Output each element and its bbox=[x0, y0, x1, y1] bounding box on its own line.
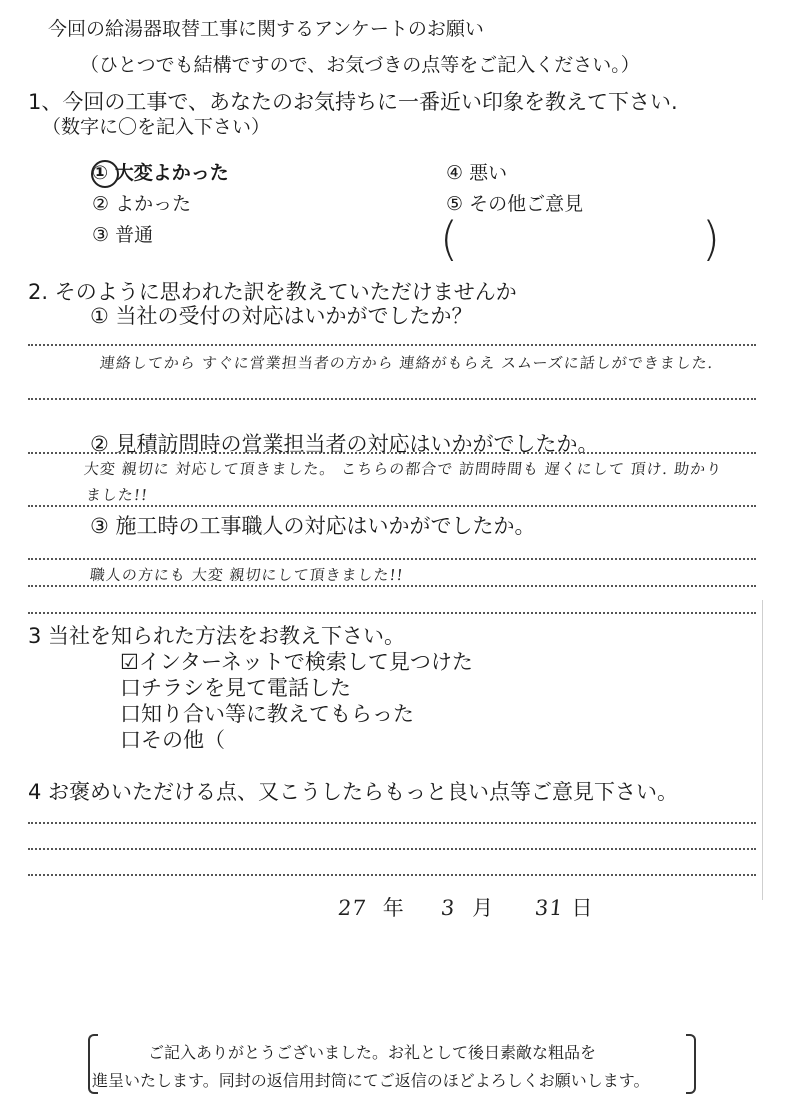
answer-line bbox=[28, 585, 756, 587]
comment-paren-open: ( bbox=[440, 212, 458, 266]
q2-sub2: ② 見積訪問時の営業担当者の対応はいかがでしたか。 bbox=[90, 432, 599, 456]
q2-question: 2. そのように思われた訳を教えていただけませんか bbox=[28, 280, 517, 304]
option-label: 悪い bbox=[469, 162, 508, 184]
comment-paren-close: ) bbox=[702, 212, 720, 266]
q4-question: 4 お褒めいただける点、又こうしたらもっと良い点等ご意見下さい。 bbox=[28, 780, 679, 804]
answer-line bbox=[28, 612, 756, 614]
answer-line bbox=[28, 558, 756, 560]
option-label: よかった bbox=[115, 193, 192, 215]
checkbox-icon[interactable]: 口 bbox=[120, 676, 141, 700]
date-year-unit: 年 bbox=[382, 896, 404, 920]
footer-line2: 進呈いたします。同封の返信用封筒にてご返信のほどよろしくお願いします。 bbox=[92, 1071, 650, 1090]
checked-checkbox-icon[interactable]: ☑ bbox=[120, 650, 139, 674]
q1-question: 1、今回の工事で、あなたのお気持ちに一番近い印象を教えて下さい. bbox=[28, 90, 678, 114]
q1-option-2[interactable] bbox=[92, 189, 191, 216]
q1-instruction: （数字に〇を記入下さい） bbox=[42, 116, 271, 138]
answer-line bbox=[28, 452, 756, 454]
selected-circle-mark bbox=[91, 160, 119, 188]
option-label: 大変よかった bbox=[114, 162, 229, 184]
option-number: ⑤ bbox=[446, 193, 464, 215]
option-label: その他（ bbox=[141, 728, 225, 752]
q2-answer3[interactable]: 職人の方にも 大変 親切にして頂きました!! bbox=[89, 566, 405, 584]
date-field[interactable] bbox=[338, 892, 592, 922]
option-label: 知り合い等に教えてもらった bbox=[141, 702, 414, 726]
option-number: ③ bbox=[92, 224, 110, 246]
answer-line bbox=[28, 344, 756, 346]
q2-sub1: ① 当社の受付の対応はいかがでしたか？ bbox=[90, 304, 473, 328]
q1-option-5[interactable] bbox=[446, 189, 583, 216]
q1-option-4[interactable] bbox=[446, 158, 507, 185]
option-number: ① bbox=[92, 162, 109, 184]
checkbox-icon[interactable]: 口 bbox=[120, 728, 141, 752]
option-number: ④ bbox=[446, 162, 464, 184]
answer-line bbox=[28, 822, 756, 824]
date-month[interactable]: 3 bbox=[440, 896, 458, 920]
footer-line1: ご記入ありがとうございました。お礼として後日素敵な粗品を bbox=[148, 1043, 597, 1062]
q1-option-3[interactable] bbox=[92, 220, 153, 247]
answer-line bbox=[28, 398, 756, 400]
scan-edge-line bbox=[762, 600, 763, 900]
option-label: チラシを見て電話した bbox=[141, 676, 351, 700]
answer-line bbox=[28, 848, 756, 850]
answer-line bbox=[28, 874, 756, 876]
option-number: ② bbox=[92, 193, 110, 215]
answer-line bbox=[28, 505, 756, 507]
q3-option-other[interactable] bbox=[120, 724, 225, 754]
q2-sub3: ③ 施工時の工事職人の対応はいかがでしたか。 bbox=[90, 514, 536, 538]
option-label: インターネットで検索して見つけた bbox=[138, 650, 473, 674]
date-year[interactable]: 27 bbox=[336, 896, 368, 920]
date-day[interactable]: 31 bbox=[533, 896, 565, 920]
q2-answer1[interactable]: 連絡してから すぐに営業担当者の方から 連絡がもらえ スムーズに話しができました. bbox=[99, 354, 715, 372]
date-day-unit: 日 bbox=[571, 896, 593, 920]
footer-bracket-right bbox=[686, 1034, 696, 1094]
form-title: 今回の給湯器取替工事に関するアンケートのお願い bbox=[48, 18, 484, 40]
form-subtitle: （ひとつでも結構ですので、お気づきの点等をご記入ください。） bbox=[80, 54, 640, 76]
option-label: その他ご意見 bbox=[469, 193, 584, 215]
checkbox-icon[interactable]: 口 bbox=[120, 702, 141, 726]
q2-answer2-line2[interactable]: ました!! bbox=[85, 486, 149, 504]
date-month-unit: 月 bbox=[472, 896, 494, 920]
option-label: 普通 bbox=[115, 224, 154, 246]
q3-question: 3 当社を知られた方法をお教え下さい。 bbox=[28, 624, 406, 648]
q2-answer2-line1[interactable]: 大変 親切に 対応して頂きました。 こちらの都合で 訪問時間も 遅くにして 頂け. 助かり bbox=[83, 460, 724, 478]
